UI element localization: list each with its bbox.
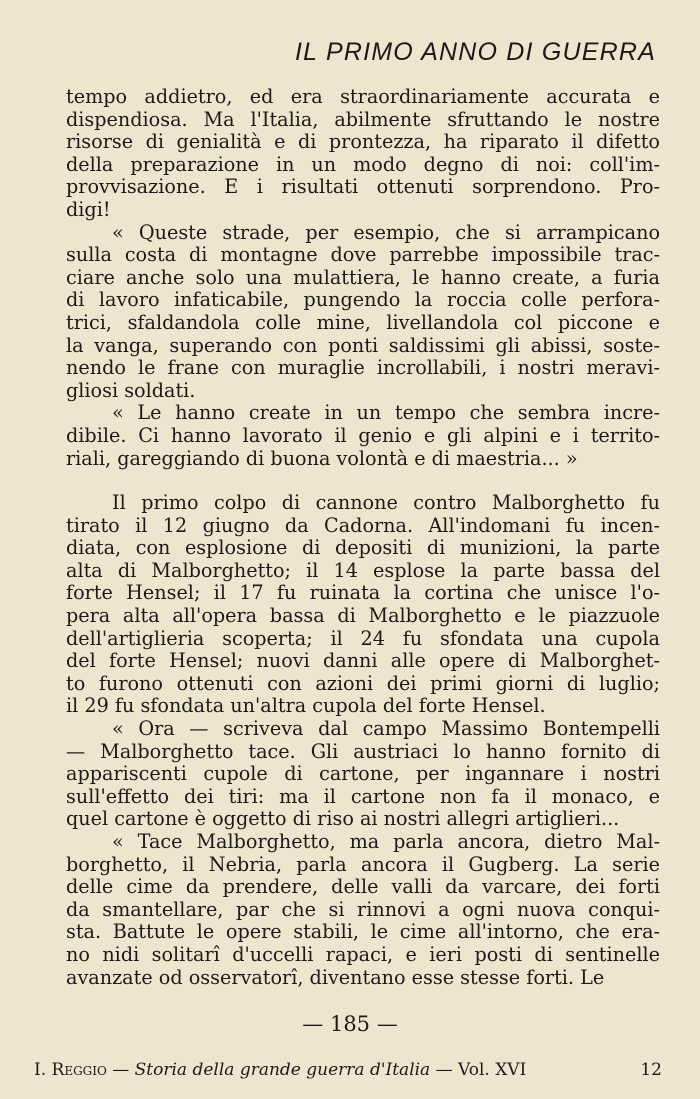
text-line: forte Hensel; il 17 fu ruinata la cortina che unisce l'o- — [66, 581, 660, 605]
text-line: — Malborghetto tace. Gli austriaci lo hanno fornito di — [66, 739, 660, 763]
footer-work-title: Storia della grande guerra d'Italia — [134, 1060, 431, 1080]
text-line: pera alta all'opera bassa di Malborghetto e le piazzuole — [66, 604, 660, 628]
text-line: provvisazione. E i risultati ottenuti sorprendono. Pro- — [66, 175, 660, 199]
text-line: avanzate od osservatorî, diventano esse stesse forti. Le — [66, 965, 605, 989]
text-line: delle cime da prendere, delle valli da varcare, dei forti — [66, 875, 660, 899]
text-line: gliosi soldati. — [66, 378, 196, 402]
text-line: to furono ottenuti con azioni dei primi giorni di luglio; — [66, 671, 660, 695]
text-line: tempo addietro, ed era straordinariamente accurata e — [66, 85, 660, 108]
text-line: trici, sfaldandola colle mine, livellandola col piccone e — [66, 310, 660, 334]
text-line: « Tace Malborghetto, ma parla ancora, dietro Mal- — [112, 830, 660, 853]
text-line: nendo le frane con muraglie incrollabili, i nostri meravi- — [66, 356, 660, 380]
section-break — [66, 470, 660, 492]
text-line: sull'effetto dei tiri: ma il cartone non fa il monaco, e — [66, 784, 660, 808]
text-line: di lavoro infaticabile, pungendo la roccia colle perfora- — [66, 288, 660, 312]
text-line: dell'artiglieria scoperta; il 24 fu sfondata una cupola — [66, 626, 660, 650]
footer-citation — [34, 1060, 526, 1080]
text-line: Il primo colpo di cannone contro Malborghetto fu — [112, 491, 660, 515]
text-line: sta. Battute le opere stabili, le cime all'intorno, che era- — [66, 920, 660, 944]
text-line: da smantellare, par che si rinnovi a ogni nuova conqui- — [66, 897, 660, 921]
body-text — [66, 86, 660, 989]
footer-signature-number: 12 — [640, 1060, 662, 1080]
text-line: la vanga, superando con ponti saldissimi gli abissi, soste- — [66, 333, 660, 357]
footer-volume: — Vol. XVI — [435, 1060, 527, 1080]
text-line: riali, gareggiando di buona volontà e di maestria... » — [66, 446, 578, 470]
paragraph — [66, 402, 660, 470]
text-line: del forte Hensel; nuovi danni alle opere di Malborghet- — [66, 649, 660, 673]
text-line: il 29 fu sfondata un'altra cupola del forte Hensel. — [66, 694, 546, 718]
paragraph — [66, 492, 660, 718]
text-line: diata, con esplosione di depositi di munizioni, la parte — [66, 536, 660, 560]
text-line: « Queste strade, per esempio, che si arrampicano — [112, 220, 660, 244]
text-line: sulla costa di montagne dove parrebbe impossibile trac- — [66, 243, 660, 267]
footer-author: I. Reggio — — [34, 1060, 130, 1080]
paragraph — [66, 222, 660, 403]
text-line: dibile. Ci hanno lavorato il genio e gli alpini e i territo- — [66, 423, 660, 447]
text-line: « Le hanno create in un tempo che sembra incre- — [112, 401, 660, 425]
text-line: alta di Malborghetto; il 14 esplose la parte bassa del — [66, 558, 660, 582]
text-line: tirato il 12 giugno da Cadorna. All'indomani fu incen- — [66, 513, 660, 537]
text-line: no nidi solitarî d'uccelli rapaci, e ieri posti di sentinelle — [66, 942, 660, 966]
text-line: della preparazione in un modo degno di noi: coll'im- — [66, 152, 660, 176]
paragraph — [66, 831, 660, 989]
paragraph — [66, 86, 660, 222]
text-line: risorse di genialità e di prontezza, ha riparato il difetto — [66, 130, 660, 154]
running-head: IL PRIMO ANNO DI GUERRA — [295, 38, 656, 66]
footer-signature-line — [34, 1060, 662, 1080]
text-line: dispendiosa. Ma l'Italia, abilmente sfruttando le nostre — [66, 107, 660, 131]
text-line: appariscenti cupole di cartone, per ingannare i nostri — [66, 762, 660, 786]
page-number: — 185 — — [302, 1012, 398, 1036]
text-line: ciare anche solo una mulattiera, le hanno create, a furia — [66, 265, 660, 289]
text-line: quel cartone è oggetto di riso ai nostri allegri artiglieri... — [66, 807, 620, 831]
text-line: digi! — [66, 197, 111, 221]
paragraph — [66, 718, 660, 831]
text-line: « Ora — scriveva dal campo Massimo Bontempelli — [112, 717, 660, 741]
text-line: borghetto, il Nebria, parla ancora il Gugberg. La serie — [66, 852, 660, 876]
